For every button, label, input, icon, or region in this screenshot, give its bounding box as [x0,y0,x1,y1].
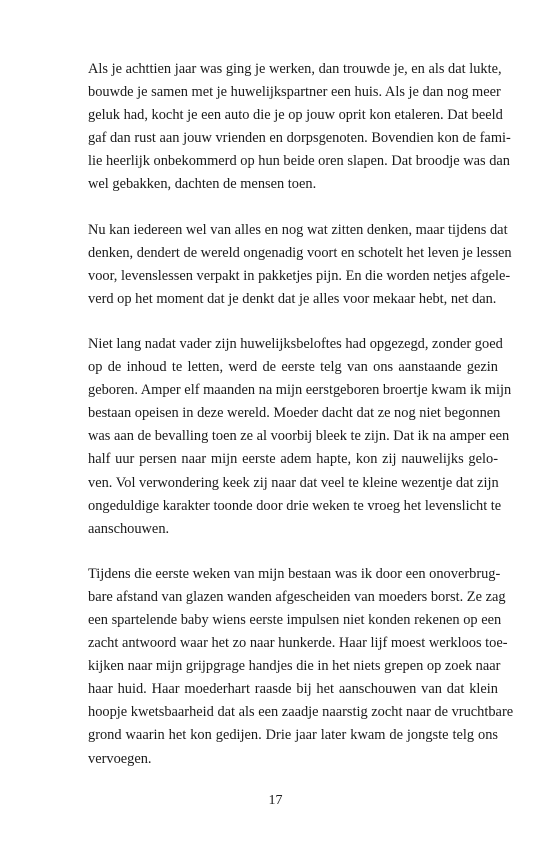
body-text [88,58,514,793]
text-line: Als je achttien jaar was ging je werken, dan trouwde je, en als dat lukte, [88,61,502,77]
text-line: zacht antwoord waar het zo naar hunkerde. Haar lijf moest werkloos toe- [88,635,508,652]
text-line: haar huid. Haar moederhart raasde bij het aanschouwen van dat klein [88,681,498,698]
text-line: grond waarin het kon gedijen. Drie jaar later kwam de jongste telg ons [88,727,498,744]
text-line: ven. Vol verwondering keek zij naar dat veel te kleine wezentje dat zijn [88,474,499,491]
text-line: bare afstand van glazen wanden afgescheiden van moeders borst. Ze zag [88,588,506,605]
text-line: geboren. Amper elf maanden na mijn eerstgeboren broertje kwam ik mijn [88,382,512,399]
text-line: Tijdens die eerste weken van mijn bestaan was ik door een onoverbrug- [88,565,501,582]
paragraph [88,333,512,541]
text-line: Nu kan iedereen wel van alles en nog wat zitten denken, maar tijdens dat [88,221,508,238]
text-line: ongeduldige karakter toonde door drie weken te vroeg het levenslicht te [88,497,502,514]
text-line: Niet lang nadat vader zijn huwelijksbeloftes had opgezegd, zonder goed [88,335,503,352]
text-line: een spartelende baby wiens eerste impulsen niet konden rekenen op een [88,611,502,628]
text-line: lie heerlijk onbekommerd op hun beide oren slapen. Dat broodje was dan [88,153,511,170]
text-line: was aan de bevalling toen ze al voorbij bleek te zijn. Dat ik na amper een [88,428,510,445]
text-line: half uur persen naar mijn eerste adem hapte, kon zij nauwelijks gelo- [88,451,498,468]
text-line: wel gebakken, dachten de mensen toen. [88,176,317,193]
paragraph [88,219,512,311]
text-line: denken, dendert de wereld ongenadig voort en schotelt het leven je lessen [88,244,512,261]
text-line: vervoegen. [88,750,152,767]
text-line: geluk had, kocht je een auto die je op jouw oprit kon etaleren. Dat beeld [88,107,503,124]
text-line: verd op het moment dat je denkt dat je alles voor mekaar hebt, net dan. [88,290,497,307]
text-line: kijken naar mijn grijpgrage handjes die in het niets grepen op zoek naar [88,658,501,675]
text-line: aanschouwen. [88,520,170,537]
text-line: bouwde je samen met je huwelijkspartner een huis. Als je dan nog meer [88,84,501,101]
paragraph [88,563,514,771]
text-line: op de inhoud te letten, werd de eerste telg van ons aanstaande gezin [88,359,498,376]
text-line: hoopje kwetsbaarheid dat als een zaadje naarstig zocht naar de vruchtbare [88,704,514,721]
text-line: gaf dan rust aan jouw vrienden en dorpsgenoten. Bovendien kon de fami- [88,130,511,147]
page-number: 17 [268,793,283,808]
text-line: bestaan opeisen in deze wereld. Moeder dacht dat ze nog niet begonnen [88,405,501,422]
paragraph [88,58,511,197]
text-line: voor, levenslessen verpakt in pakketjes pijn. En die worden netjes afgele- [88,267,511,284]
